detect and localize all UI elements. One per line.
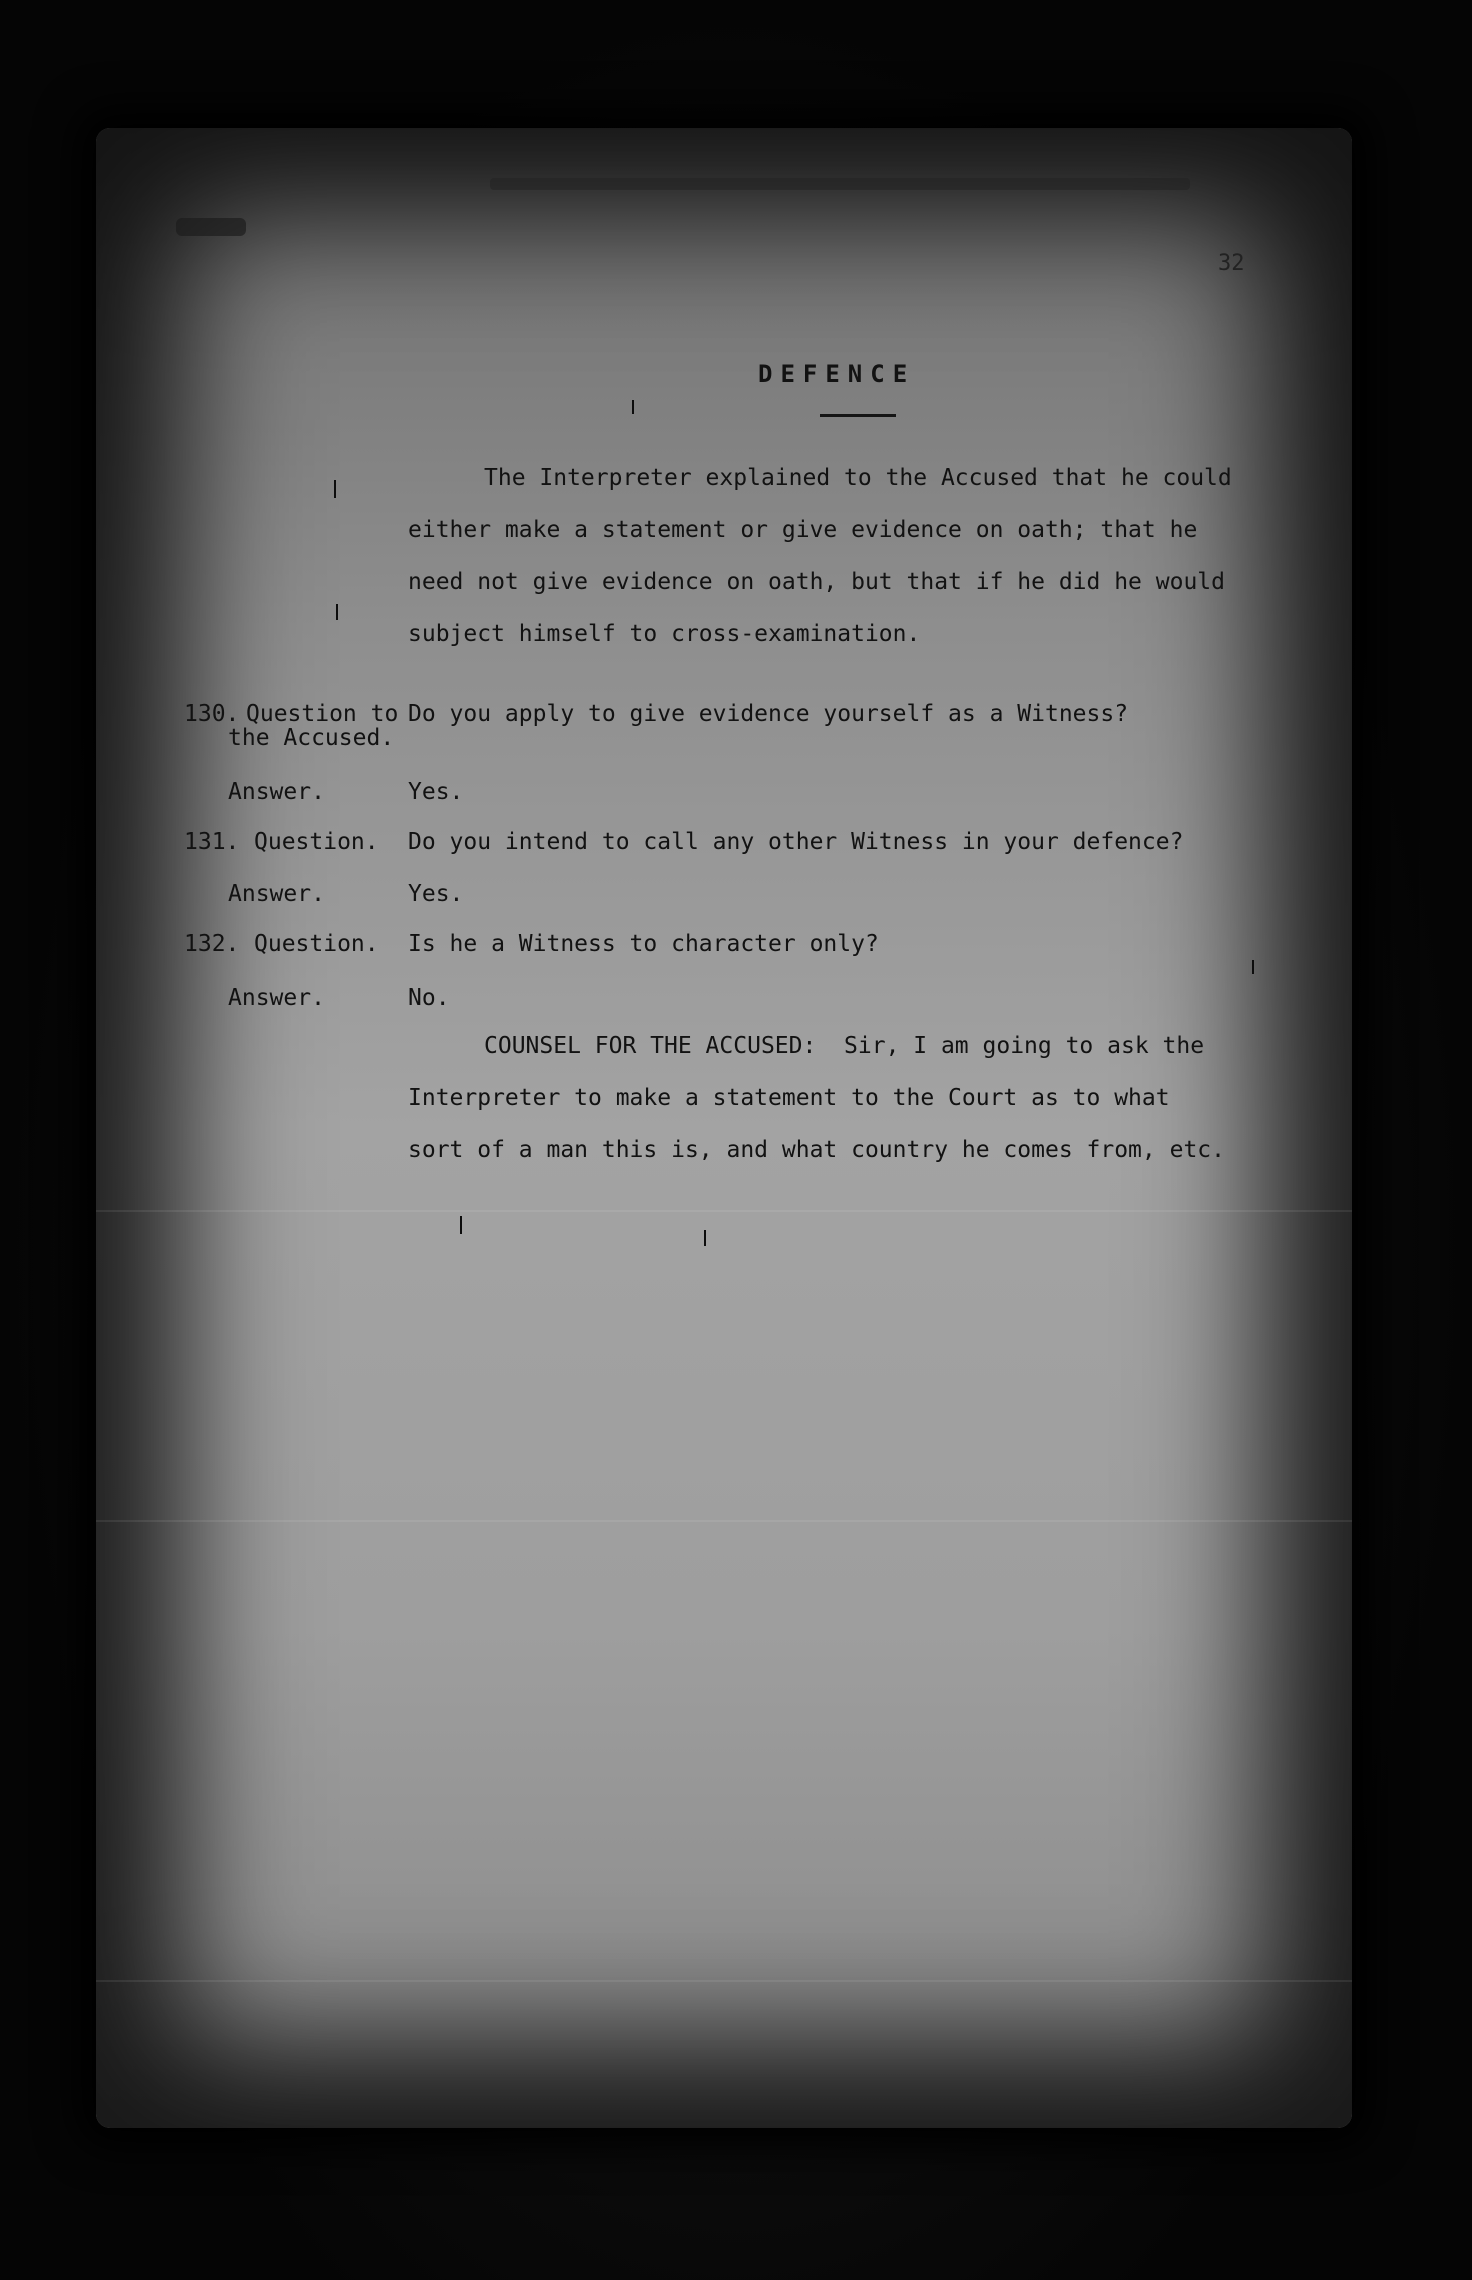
- top-edge-strip: [490, 178, 1190, 190]
- intro-line: subject himself to cross-examination.: [408, 621, 921, 647]
- scan-band: [96, 1980, 1352, 1982]
- question-label-continued: the Accused.: [228, 725, 395, 751]
- item-number: 131.: [184, 829, 240, 855]
- dust-speck: [334, 480, 336, 498]
- answer-label: Answer.: [228, 985, 325, 1011]
- dust-speck: [1252, 960, 1254, 974]
- question-label: Question.: [254, 931, 379, 957]
- section-heading: DEFENCE: [758, 360, 916, 388]
- dust-speck: [460, 1216, 462, 1234]
- scan-band: [96, 1520, 1352, 1522]
- question-text: Do you apply to give evidence yourself as a Witness?: [408, 701, 1129, 727]
- scan-band: [96, 1210, 1352, 1212]
- answer-text: No.: [408, 985, 450, 1011]
- intro-line: either make a statement or give evidence on oath; that he: [408, 517, 1198, 543]
- dust-speck: [632, 400, 634, 414]
- dust-speck: [336, 604, 338, 620]
- dust-speck: [704, 1230, 706, 1246]
- question-text: Do you intend to call any other Witness in your defence?: [408, 829, 1184, 855]
- intro-line: The Interpreter explained to the Accused that he could: [484, 465, 1232, 491]
- heading-underline: [820, 414, 896, 417]
- intro-line: need not give evidence on oath, but that if he did he would: [408, 569, 1225, 595]
- counsel-line: COUNSEL FOR THE ACCUSED: Sir, I am going to ask the: [484, 1033, 1205, 1059]
- item-number: 132.: [184, 931, 240, 957]
- answer-text: Yes.: [408, 779, 464, 805]
- question-label: Question.: [254, 829, 379, 855]
- answer-label: Answer.: [228, 779, 325, 805]
- item-number: 130.: [184, 701, 240, 727]
- counsel-line: sort of a man this is, and what country he comes from, etc.: [408, 1137, 1225, 1163]
- counsel-line: Interpreter to make a statement to the Court as to what: [408, 1085, 1170, 1111]
- question-text: Is he a Witness to character only?: [408, 931, 879, 957]
- question-label: Question to: [246, 701, 399, 727]
- answer-text: Yes.: [408, 881, 464, 907]
- answer-label: Answer.: [228, 881, 325, 907]
- page-number: 32: [1218, 251, 1245, 276]
- corner-mark: [176, 218, 246, 236]
